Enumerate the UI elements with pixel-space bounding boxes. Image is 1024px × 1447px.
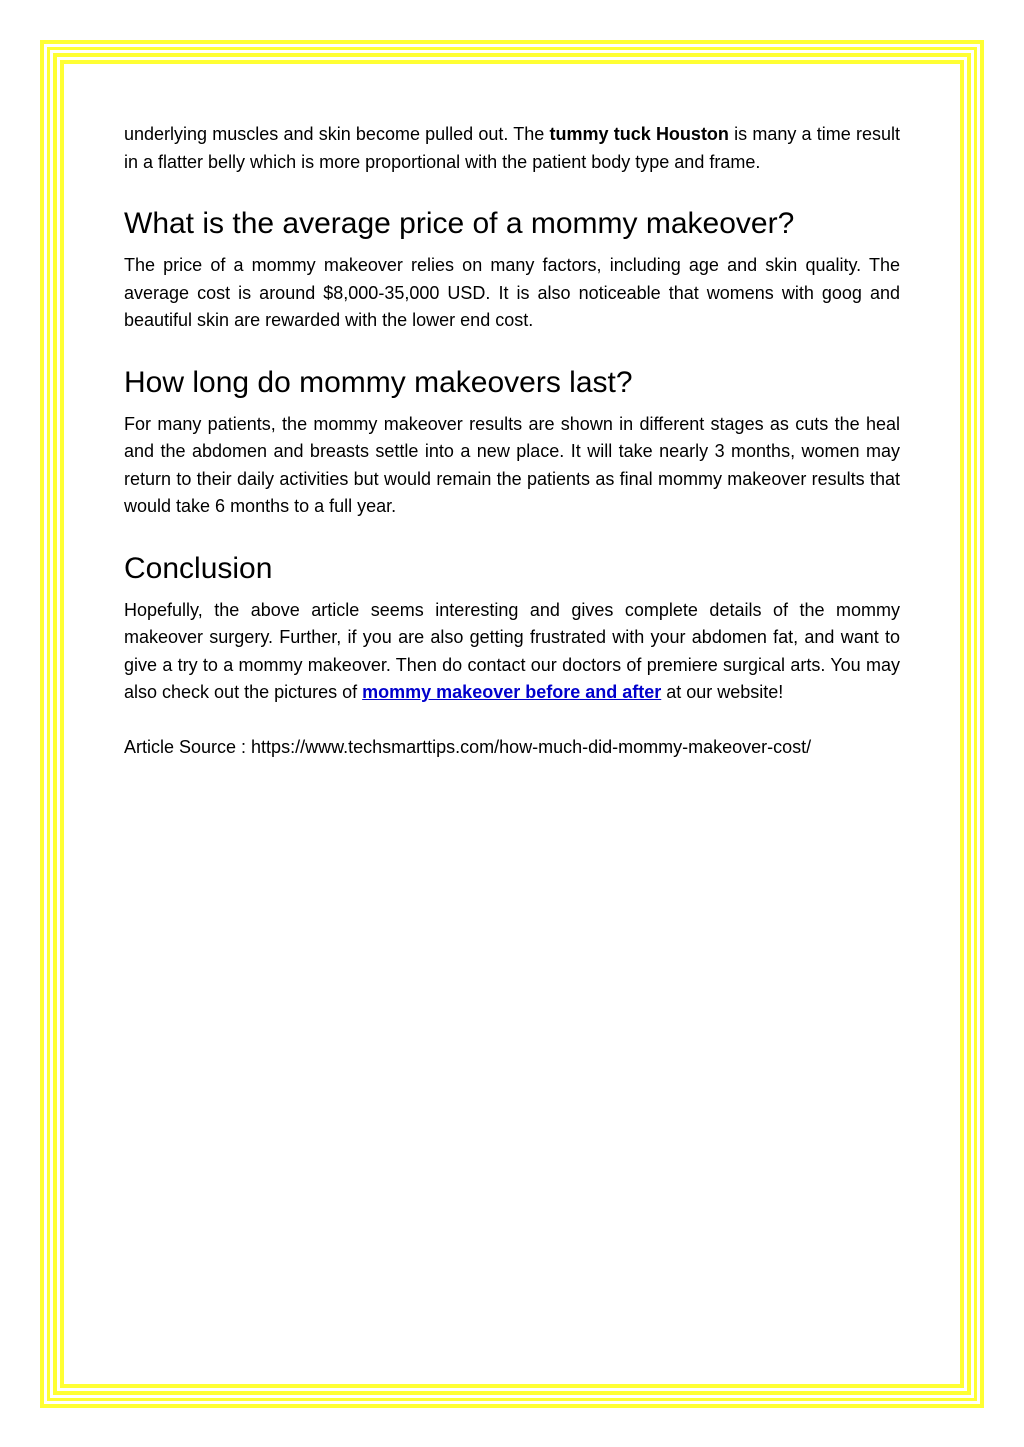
section-heading-price: What is the average price of a mommy makeover? [124,207,795,240]
section-heading-duration: How long do mommy makeovers last? [124,365,633,399]
article-content [124,121,900,761]
before-after-link[interactable]: mommy makeover before and after [362,682,662,702]
intro-text-before: underlying muscles and skin become pulled out. The [124,124,550,144]
section-body-price: The price of a mommy makeover relies on many factors, including age and skin quality. The average cost is around $8,000-35,000 USD. It is also noticeable that womens with goog and beautiful skin are rewarded with the lower end cost. [124,255,900,330]
conclusion-text-before: Hopefully, the above article seems interesting and gives complete details of the mommy makeover surgery. Further, if you are also getting frustrated with your abdomen fat, and want to give a try to a mommy makeover. Then do contact our doctors of premiere surgical arts. You may also check out the pictures of [124,599,900,702]
intro-paragraph [124,121,900,176]
conclusion-heading: Conclusion [124,551,273,585]
section-body-duration: For many patients, the mommy makeover results are shown in different stages as cuts the heal and the abdomen and breasts settle into a new place. It will take nearly 3 months, women may return to their daily activities but would remain the patients as final mommy makeover results that would take 6 months to a full year. [124,413,900,516]
article-source: Article Source : https://www.techsmarttips.com/how-much-did-mommy-makeover-cost/ [124,736,812,757]
conclusion-paragraph [124,597,900,707]
intro-bold-keyword: tummy tuck Houston [549,124,729,144]
conclusion-text-after: at our website! [661,682,784,702]
intro-text-after: is many a time result in a flatter belly which is more proportional with the patient body type and frame. [124,124,900,172]
